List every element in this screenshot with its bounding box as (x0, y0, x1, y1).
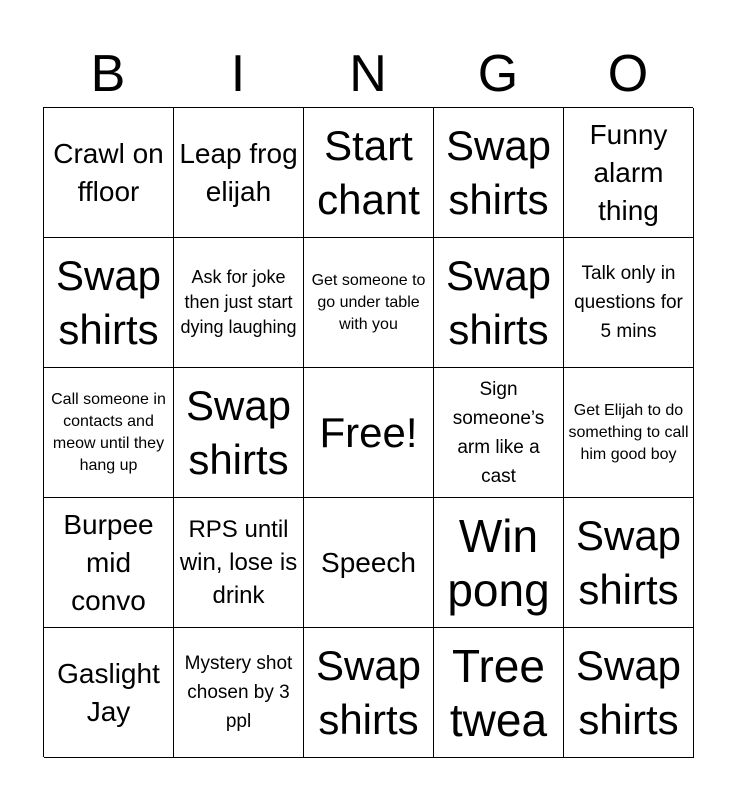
bingo-cell[interactable] (564, 238, 694, 368)
bingo-cell[interactable] (434, 108, 564, 238)
bingo-cell[interactable] (564, 108, 694, 238)
cell-text: Sign someone’s arm like a cast (452, 378, 545, 487)
bingo-cell[interactable] (304, 498, 434, 628)
cell-text: Get Elijah to do something to call him good boy (568, 401, 689, 463)
header-letter-n: N (349, 45, 387, 103)
bingo-cell[interactable] (44, 238, 174, 368)
cell-text: Tree twea (449, 639, 548, 746)
bingo-cell[interactable] (44, 108, 174, 238)
cell-text: Burpee mid convo (63, 508, 154, 616)
bingo-header (43, 40, 693, 108)
bingo-cell[interactable] (434, 238, 564, 368)
bingo-cell[interactable] (434, 368, 564, 498)
bingo-cell[interactable] (174, 628, 304, 758)
bingo-cell[interactable] (174, 498, 304, 628)
header-letter-o: O (607, 45, 649, 103)
header-letter-b: B (90, 45, 126, 103)
bingo-cell[interactable] (174, 238, 304, 368)
cell-text: Swap shirts (445, 251, 552, 353)
cell-text: Swap shirts (185, 381, 292, 483)
cell-text: Talk only in questions for 5 mins (574, 263, 683, 342)
cell-text: Free! (319, 408, 418, 456)
cell-text: Swap shirts (315, 641, 422, 743)
header-letter-g: G (477, 45, 519, 103)
bingo-cell[interactable] (304, 108, 434, 238)
cell-text: Leap frog elijah (179, 137, 298, 207)
bingo-cell[interactable] (44, 498, 174, 628)
cell-text: Ask for joke then just start dying laughing (180, 267, 297, 337)
cell-text: Gaslight Jay (57, 657, 160, 727)
header-letter-i: I (230, 45, 246, 103)
cell-text: Call someone in contacts and meow until they hang up (51, 390, 166, 474)
bingo-cell[interactable] (174, 368, 304, 498)
bingo-grid (43, 107, 693, 757)
bingo-cell[interactable] (434, 498, 564, 628)
cell-text: Swap shirts (55, 251, 162, 353)
bingo-cell[interactable] (174, 108, 304, 238)
cell-text: Funny alarm thing (589, 118, 668, 226)
cell-text: Mystery shot chosen by 3 ppl (184, 653, 293, 732)
cell-text: Speech (321, 546, 416, 578)
bingo-cell[interactable] (564, 628, 694, 758)
cell-text: RPS until win, lose is drink (179, 516, 298, 609)
bingo-cell[interactable] (304, 628, 434, 758)
bingo-cell-free[interactable] (304, 368, 434, 498)
bingo-cell[interactable] (434, 628, 564, 758)
bingo-cell[interactable] (564, 498, 694, 628)
cell-text: Swap shirts (445, 121, 552, 223)
bingo-cell[interactable] (44, 628, 174, 758)
bingo-cell[interactable] (44, 368, 174, 498)
cell-text: Start chant (317, 121, 420, 223)
bingo-cell[interactable] (564, 368, 694, 498)
cell-text: Crawl on ffloor (53, 137, 164, 207)
cell-text: Swap shirts (575, 641, 682, 743)
cell-text: Swap shirts (575, 511, 682, 613)
cell-text: Win pong (447, 509, 550, 616)
cell-text: Get someone to go under table with you (311, 271, 426, 333)
bingo-cell[interactable] (304, 238, 434, 368)
